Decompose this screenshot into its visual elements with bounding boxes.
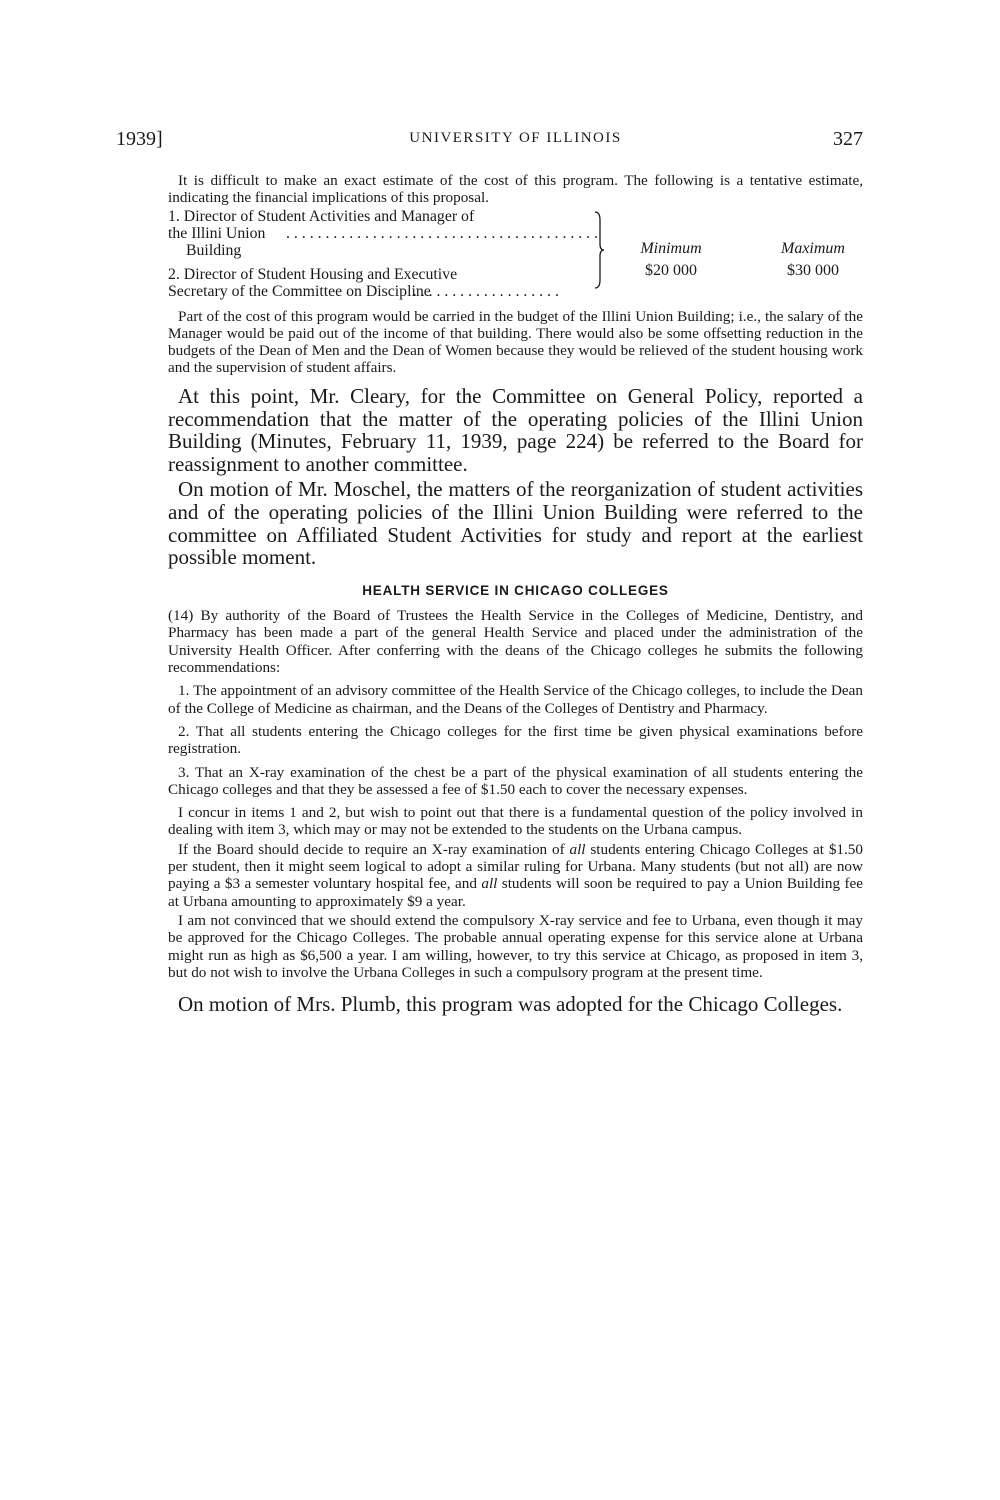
board-decide-text-3: students will soon be required to pay a Union Building fee at Urbana amounting to approximately $9 a year. <box>168 875 864 910</box>
board-decide-paragraph <box>168 841 863 910</box>
moschel-paragraph: On motion of Mr. Moschel, the matters of the reorganization of student activities and of the operating policies of the Illini Union Building were referred to the committee on Affiliated Student Activities for study and report at the earliest possible moment. <box>168 476 863 570</box>
estimate-item-1 <box>168 208 598 260</box>
board-decide-emphasis-1: all <box>569 840 586 858</box>
maximum-column <box>758 238 868 282</box>
cost-paragraph: Part of the cost of this program would be carried in the budget of the Illini Union Building; i.e., the salary of the Manager would be paid out of the income of that building. There would also be some offsetting reduction in the budgets of the Dean of Men and the Dean of Women because they would be relieved of the student housing work and the supervision of student affairs. <box>168 307 863 377</box>
maximum-value: $30 000 <box>787 261 839 279</box>
dot-leader: . . . . . . . . . . . . . . . . . . . <box>412 283 559 301</box>
estimate-item-1-line-1: 1. Director of Student Activities and Manager of <box>168 207 475 225</box>
header-institution: UNIVERSITY OF ILLINOIS <box>409 130 622 146</box>
estimate-item-1-line-2: the Illini Union Building <box>168 225 266 260</box>
estimate-item-2-line-1: 2. Director of Student Housing and Executive <box>168 265 458 283</box>
recommendation-2: 2. That all students entering the Chicago colleges for the first time be given physical examinations before registration. <box>168 722 863 758</box>
page-number: 327 <box>833 128 863 150</box>
minimum-label: Minimum <box>640 239 702 257</box>
header-year: 1939] <box>116 128 163 150</box>
running-header <box>116 128 863 158</box>
section-title: HEALTH SERVICE IN CHICAGO COLLEGES <box>362 583 669 599</box>
board-decide-text-1: If the Board should decide to require an X-ray examination of <box>178 840 570 858</box>
board-decide-text-2: students entering Chicago Colleges at $1.50 per student, then it might seem logical to adopt a similar ruling for Urbana. Many students (but not all) are now paying a $3 a semester voluntary hospital fee, and <box>168 840 863 893</box>
estimate-item-2 <box>168 266 598 301</box>
cost-estimate-table <box>168 208 863 304</box>
minimum-column <box>616 238 726 282</box>
estimate-item-2-line-2: Secretary of the Committee on Discipline <box>168 283 431 301</box>
maximum-label: Maximum <box>781 239 845 257</box>
cleary-paragraph: At this point, Mr. Cleary, for the Committee on General Policy, reported a recommendation that the matter of the operating policies of the Illini Union Building (Minutes, February 11, 1939, page 224) be referred to the Board for reassignment to another committee. <box>168 383 863 477</box>
recommendation-3: 3. That an X-ray examination of the chest be a part of the physical examination of all students entering the Chicago colleges and that they be assessed a fee of $1.50 each to cover the necessary expenses. <box>168 763 863 798</box>
paragraph-14: (14) By authority of the Board of Trustees the Health Service in the Colleges of Medicine, Dentistry, and Pharmacy has been made a part of the general Health Service and placed under the administration of the University Health Officer. After conferring with the deans of the Chicago colleges he submits the following recommendations: <box>168 607 863 677</box>
document-page <box>116 128 864 1017</box>
not-convinced-paragraph: I am not convinced that we should extend the compulsory X-ray service and fee to Urbana, even though it may be approved for the Chicago Colleges. The probable annual operating expense for this service alone at Urbana might run as high as $6,500 a year. I am willing, however, to try this service at Chicago, as proposed in item 3, but do not wish to involve the Urbana Colleges in such a compulsory program at the present time. <box>168 911 863 981</box>
board-decide-emphasis-2: all <box>481 875 498 893</box>
concur-paragraph: I concur in items 1 and 2, but wish to point out that there is a fundamental question of the policy involved in dealing with item 3, which may or may not be extended to the students on the Urbana campus. <box>168 804 863 839</box>
right-brace-icon <box>594 210 604 290</box>
minimum-value: $20 000 <box>645 261 697 279</box>
intro-paragraph: It is difficult to make an exact estimate of the cost of this program. The following is a tentative estimate, indicating the financial implications of this proposal. <box>168 172 863 207</box>
final-motion-paragraph: On motion of Mrs. Plumb, this program was adopted for the Chicago Colleges. <box>178 992 843 1017</box>
recommendation-1: 1. The appointment of an advisory committee of the Health Service of the Chicago colleges, to include the Dean of the College of Medicine as chairman, and the Deans of the Colleges of Dentistry and Pharmacy. <box>168 682 863 717</box>
dot-leader: . . . . . . . . . . . . . . . . . . . . . . . . . . . . . . . . . . . . . . . . <box>286 225 598 242</box>
